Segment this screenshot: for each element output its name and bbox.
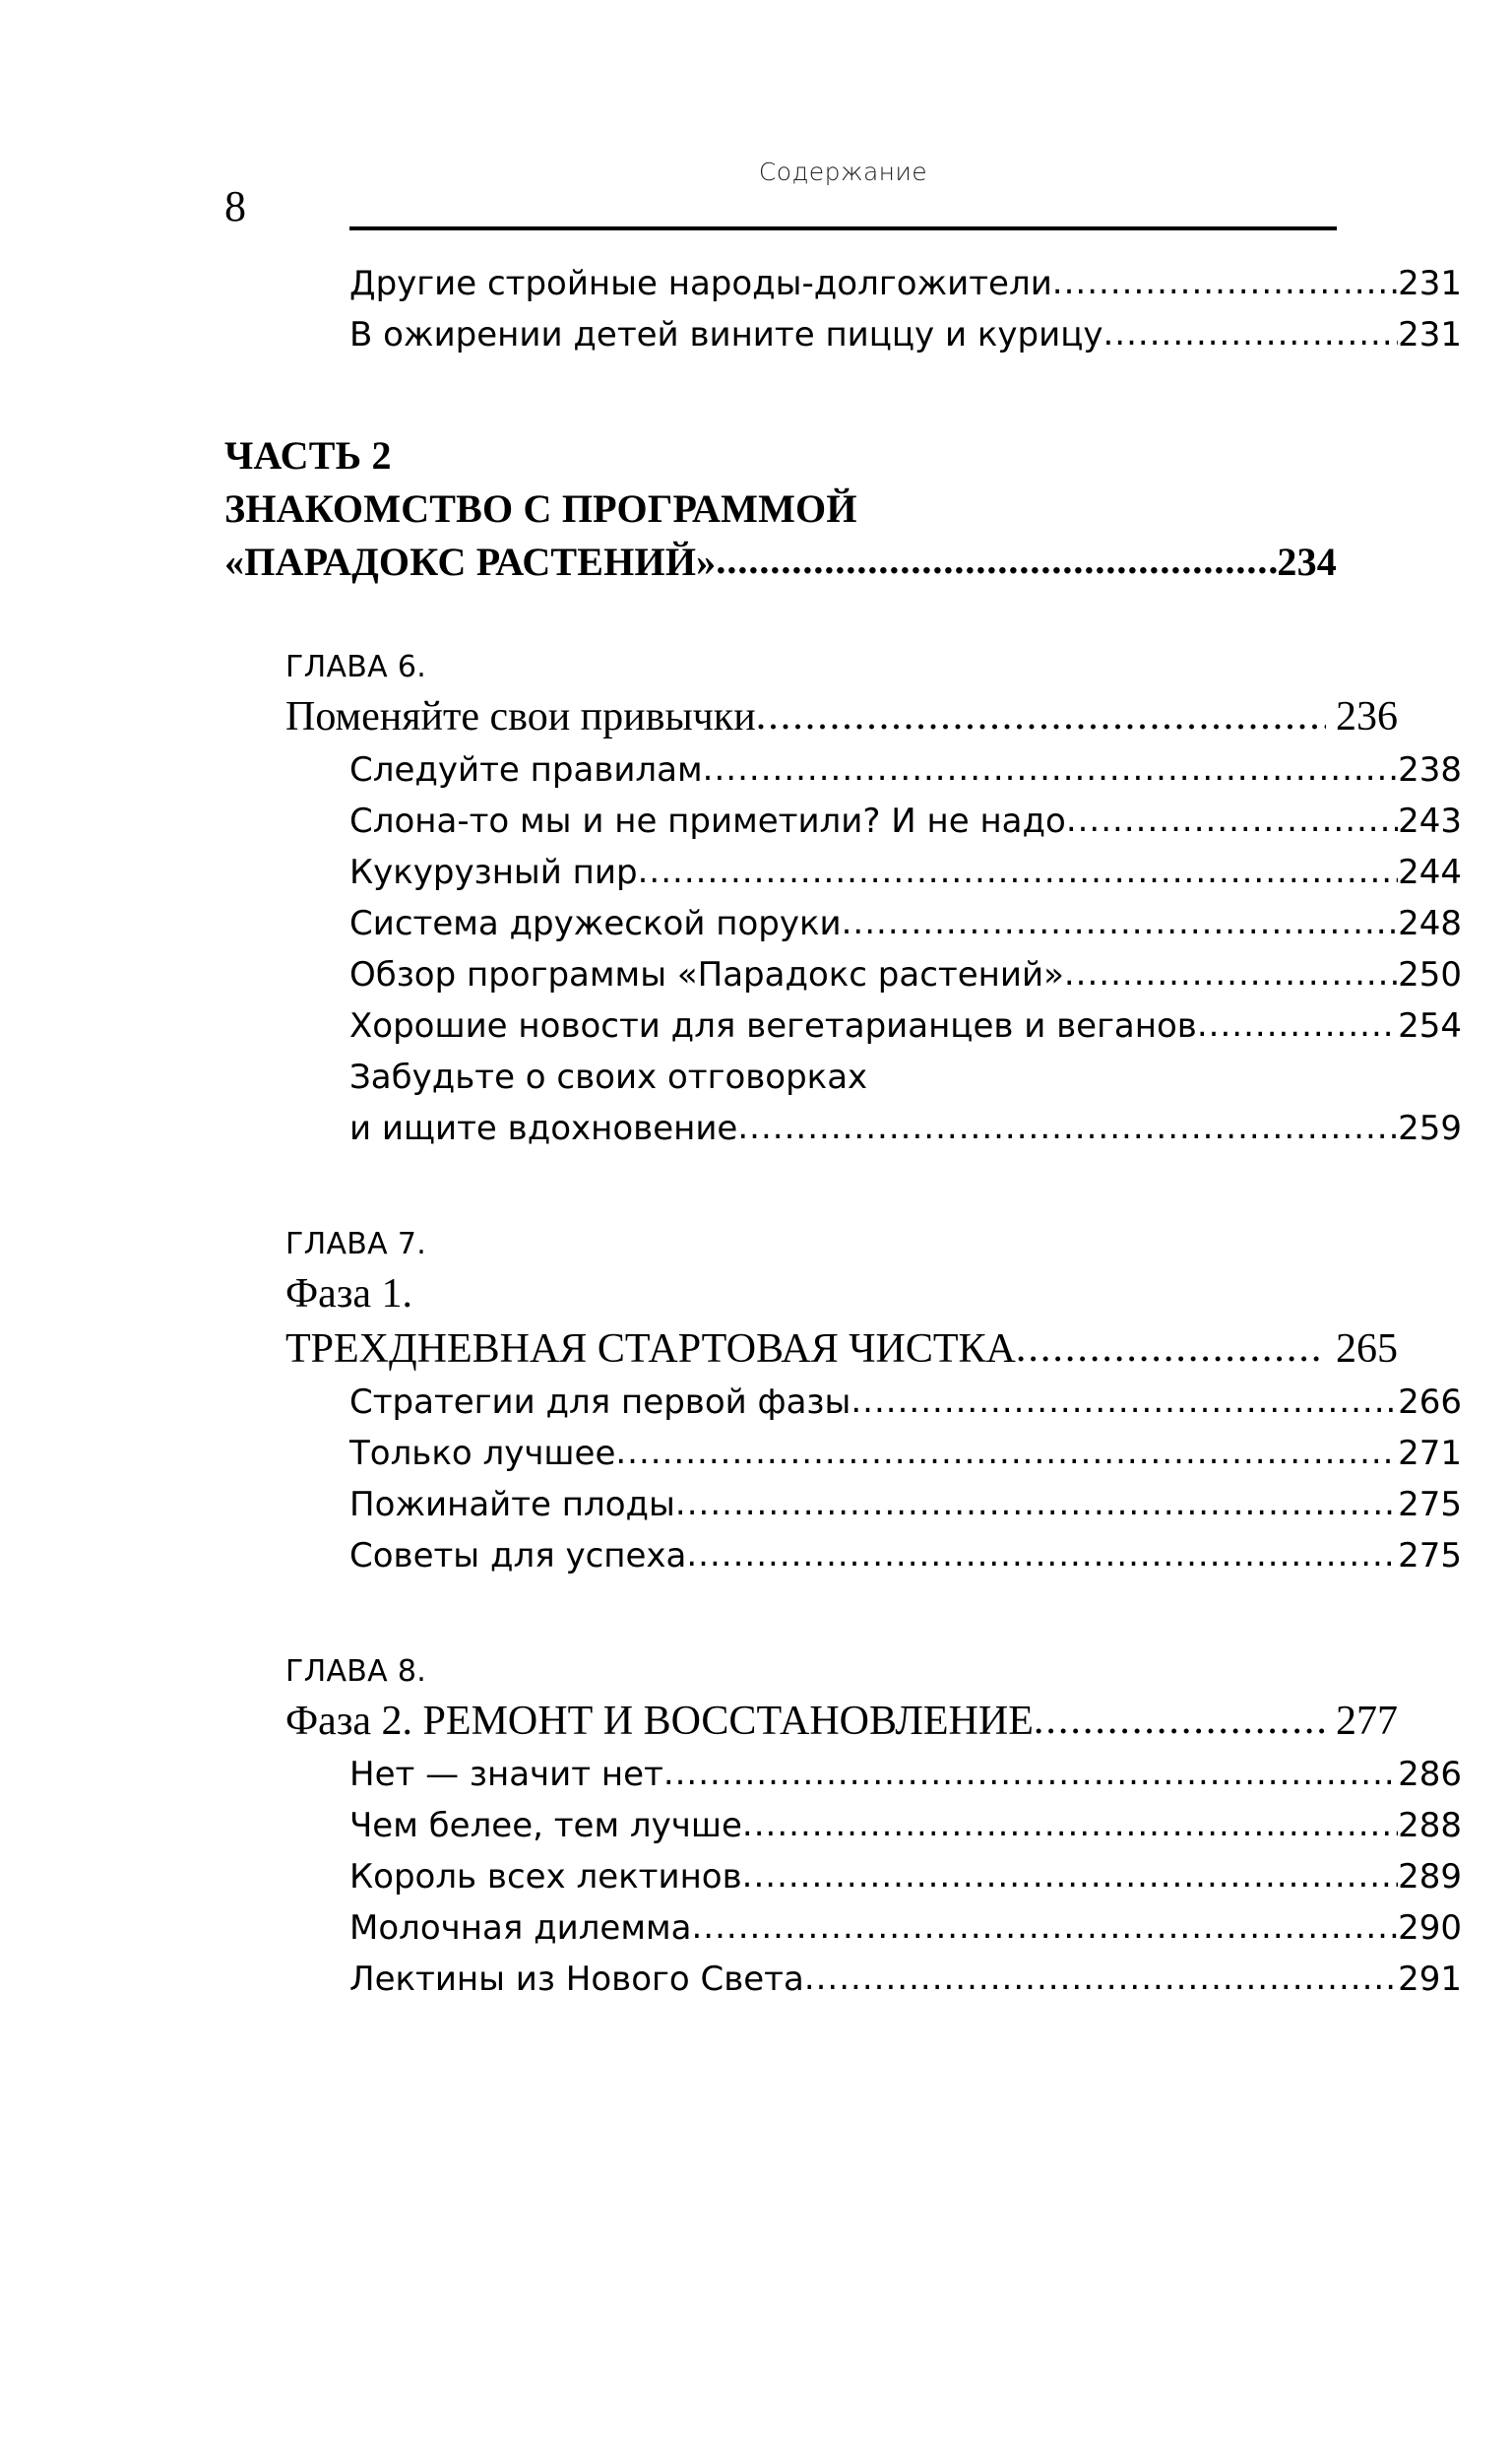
- dot-leader: [742, 1850, 1398, 1901]
- dot-leader: [1197, 999, 1398, 1051]
- toc-part-line-2-row: [224, 536, 1337, 589]
- toc-entry-label: Только лучшее: [349, 1434, 616, 1473]
- toc-entry-label: Молочная дилемма: [349, 1908, 692, 1948]
- toc-entry-page: 275: [1398, 1536, 1462, 1575]
- toc-chapter-kicker: ГЛАВА 6.: [285, 650, 427, 684]
- toc-entry-page: 243: [1398, 802, 1462, 841]
- dot-leader: [1102, 308, 1398, 359]
- toc-entry-label: Следуйте правилам: [349, 750, 703, 790]
- toc-chapter-title-row[interactable]: [285, 689, 1398, 744]
- dot-leader: [804, 1953, 1398, 2004]
- toc-entry-page: 291: [1398, 1960, 1462, 1999]
- toc-entry-page: 238: [1398, 750, 1462, 790]
- toc-chapter-phase: Фаза 1.: [285, 1271, 413, 1317]
- toc-entry-page: 271: [1398, 1434, 1462, 1473]
- toc-part-page: 234: [1277, 540, 1337, 584]
- dot-leader: [675, 1478, 1398, 1529]
- spacer: [224, 589, 1337, 646]
- toc-chapter-kicker: ГЛАВА 7.: [285, 1227, 427, 1261]
- toc-entry-page: 244: [1398, 853, 1462, 892]
- toc-entry[interactable]: [349, 258, 1462, 309]
- dot-leader: [615, 1427, 1398, 1478]
- dot-leader: [663, 1748, 1398, 1799]
- dot-leader: [1066, 795, 1398, 846]
- toc-entry-page: 254: [1398, 1006, 1462, 1046]
- toc-chapter-title: ТРЕХДНЕВНАЯ СТАРТОВАЯ ЧИСТКА: [285, 1326, 1016, 1372]
- toc-entry-page: 231: [1398, 315, 1462, 354]
- toc-part-heading[interactable]: [224, 429, 1337, 589]
- toc-entry-page: 289: [1398, 1857, 1462, 1897]
- dot-leader: [742, 1799, 1398, 1850]
- dot-leader: [638, 846, 1399, 897]
- page-number: 8: [224, 182, 246, 230]
- toc-entry[interactable]: [349, 1749, 1462, 1800]
- toc-entry-label: Советы для успеха: [349, 1536, 687, 1575]
- toc-entry[interactable]: [349, 847, 1462, 898]
- toc-entry[interactable]: [349, 1800, 1462, 1851]
- toc-chapter-page: 265: [1336, 1326, 1398, 1372]
- toc-chapter-title: Поменяйте свои привычки: [285, 694, 756, 739]
- toc-chapter-page: 277: [1336, 1699, 1398, 1744]
- toc-entry-page: 248: [1398, 904, 1462, 943]
- toc-chapter-page: 236: [1336, 694, 1398, 739]
- dot-leader: [1052, 257, 1398, 308]
- spacer: [224, 1154, 1337, 1223]
- header-rule: [349, 226, 1337, 230]
- running-head: Содержание: [758, 158, 928, 186]
- toc-entry-wrapped-line-2[interactable]: [349, 1103, 1462, 1154]
- toc-entry[interactable]: [349, 309, 1462, 360]
- toc-entry-label: Стратегии для первой фазы: [349, 1382, 851, 1422]
- toc-entry[interactable]: [349, 949, 1462, 1000]
- toc-entry-label: Система дружеской поруки: [349, 904, 842, 943]
- toc-entry-page: 286: [1398, 1755, 1462, 1794]
- toc-entry[interactable]: [349, 1000, 1462, 1052]
- dot-leader: [1034, 1693, 1326, 1748]
- toc-part-line-2: «ПАРАДОКС РАСТЕНИЙ»: [224, 540, 717, 584]
- toc-entry[interactable]: [349, 1377, 1462, 1428]
- spacer: [224, 1581, 1337, 1650]
- toc-entry-page: 275: [1398, 1485, 1462, 1524]
- toc-chapter-title-row[interactable]: [285, 1321, 1398, 1377]
- toc-entry[interactable]: [349, 1479, 1462, 1530]
- toc-chapter-title: Фаза 2. РЕМОНТ И ВОССТАНОВЛЕНИЕ: [285, 1699, 1034, 1744]
- toc-entry-page: 266: [1398, 1382, 1462, 1422]
- toc-chapter-title-row[interactable]: [285, 1694, 1398, 1749]
- toc-entry-label: В ожирении детей вините пиццу и курицу: [349, 315, 1103, 354]
- toc-entry-label: Слона-то мы и не приметили? И не надо: [349, 802, 1066, 841]
- dot-leader: [1064, 948, 1398, 999]
- dot-leader: [756, 688, 1326, 743]
- toc-entry-page: 231: [1398, 264, 1462, 303]
- toc-entry-label: Хорошие новости для вегетарианцев и веганов: [349, 1006, 1197, 1046]
- dot-leader: [737, 1102, 1398, 1153]
- toc-entry-label: Нет — значит нет: [349, 1755, 663, 1794]
- dot-leader: [850, 1376, 1398, 1427]
- toc-entry-label: Король всех лектинов: [349, 1857, 742, 1897]
- toc-entry[interactable]: [349, 1530, 1462, 1581]
- toc-entry[interactable]: [349, 796, 1462, 847]
- toc-entry-page: 290: [1398, 1908, 1462, 1948]
- dot-leader: [1016, 1320, 1326, 1376]
- toc-entry-page: 259: [1398, 1109, 1462, 1148]
- toc-entry-label: Пожинайте плоды: [349, 1485, 675, 1524]
- table-of-contents: [224, 258, 1462, 2005]
- spacer: [224, 360, 1337, 429]
- toc-part-kicker: ЧАСТЬ 2: [224, 433, 392, 478]
- toc-chapter-kicker: ГЛАВА 8.: [285, 1654, 427, 1689]
- toc-entry-label: Обзор программы «Парадокс растений»: [349, 955, 1064, 995]
- dot-leader: [691, 1901, 1398, 1953]
- toc-entry[interactable]: [349, 1902, 1462, 1954]
- toc-entry[interactable]: [349, 1954, 1462, 2005]
- toc-entry-page: 288: [1398, 1806, 1462, 1845]
- dot-leader: [703, 743, 1398, 795]
- dot-leader: [686, 1529, 1398, 1580]
- toc-part-line-1: ЗНАКОМСТВО С ПРОГРАММОЙ: [224, 486, 857, 531]
- toc-entry-label: Кукурузный пир: [349, 853, 638, 892]
- toc-entry[interactable]: [349, 1428, 1462, 1479]
- toc-entry[interactable]: [349, 744, 1462, 796]
- toc-entry-label: и ищите вдохновение: [349, 1109, 738, 1148]
- toc-entry[interactable]: [349, 898, 1462, 949]
- toc-entry-label: Другие стройные народы-долгожители: [349, 264, 1052, 303]
- toc-entry-page: 250: [1398, 955, 1462, 995]
- toc-entry-wrapped-line-1[interactable]: Забудьте о своих отговорках: [349, 1058, 868, 1097]
- dot-leader: [716, 534, 1277, 587]
- toc-entry[interactable]: [349, 1851, 1462, 1902]
- dot-leader: [842, 897, 1398, 948]
- toc-entry-label: Чем белее, тем лучше: [349, 1806, 742, 1845]
- toc-entry-label: Лектины из Нового Света: [349, 1960, 804, 1999]
